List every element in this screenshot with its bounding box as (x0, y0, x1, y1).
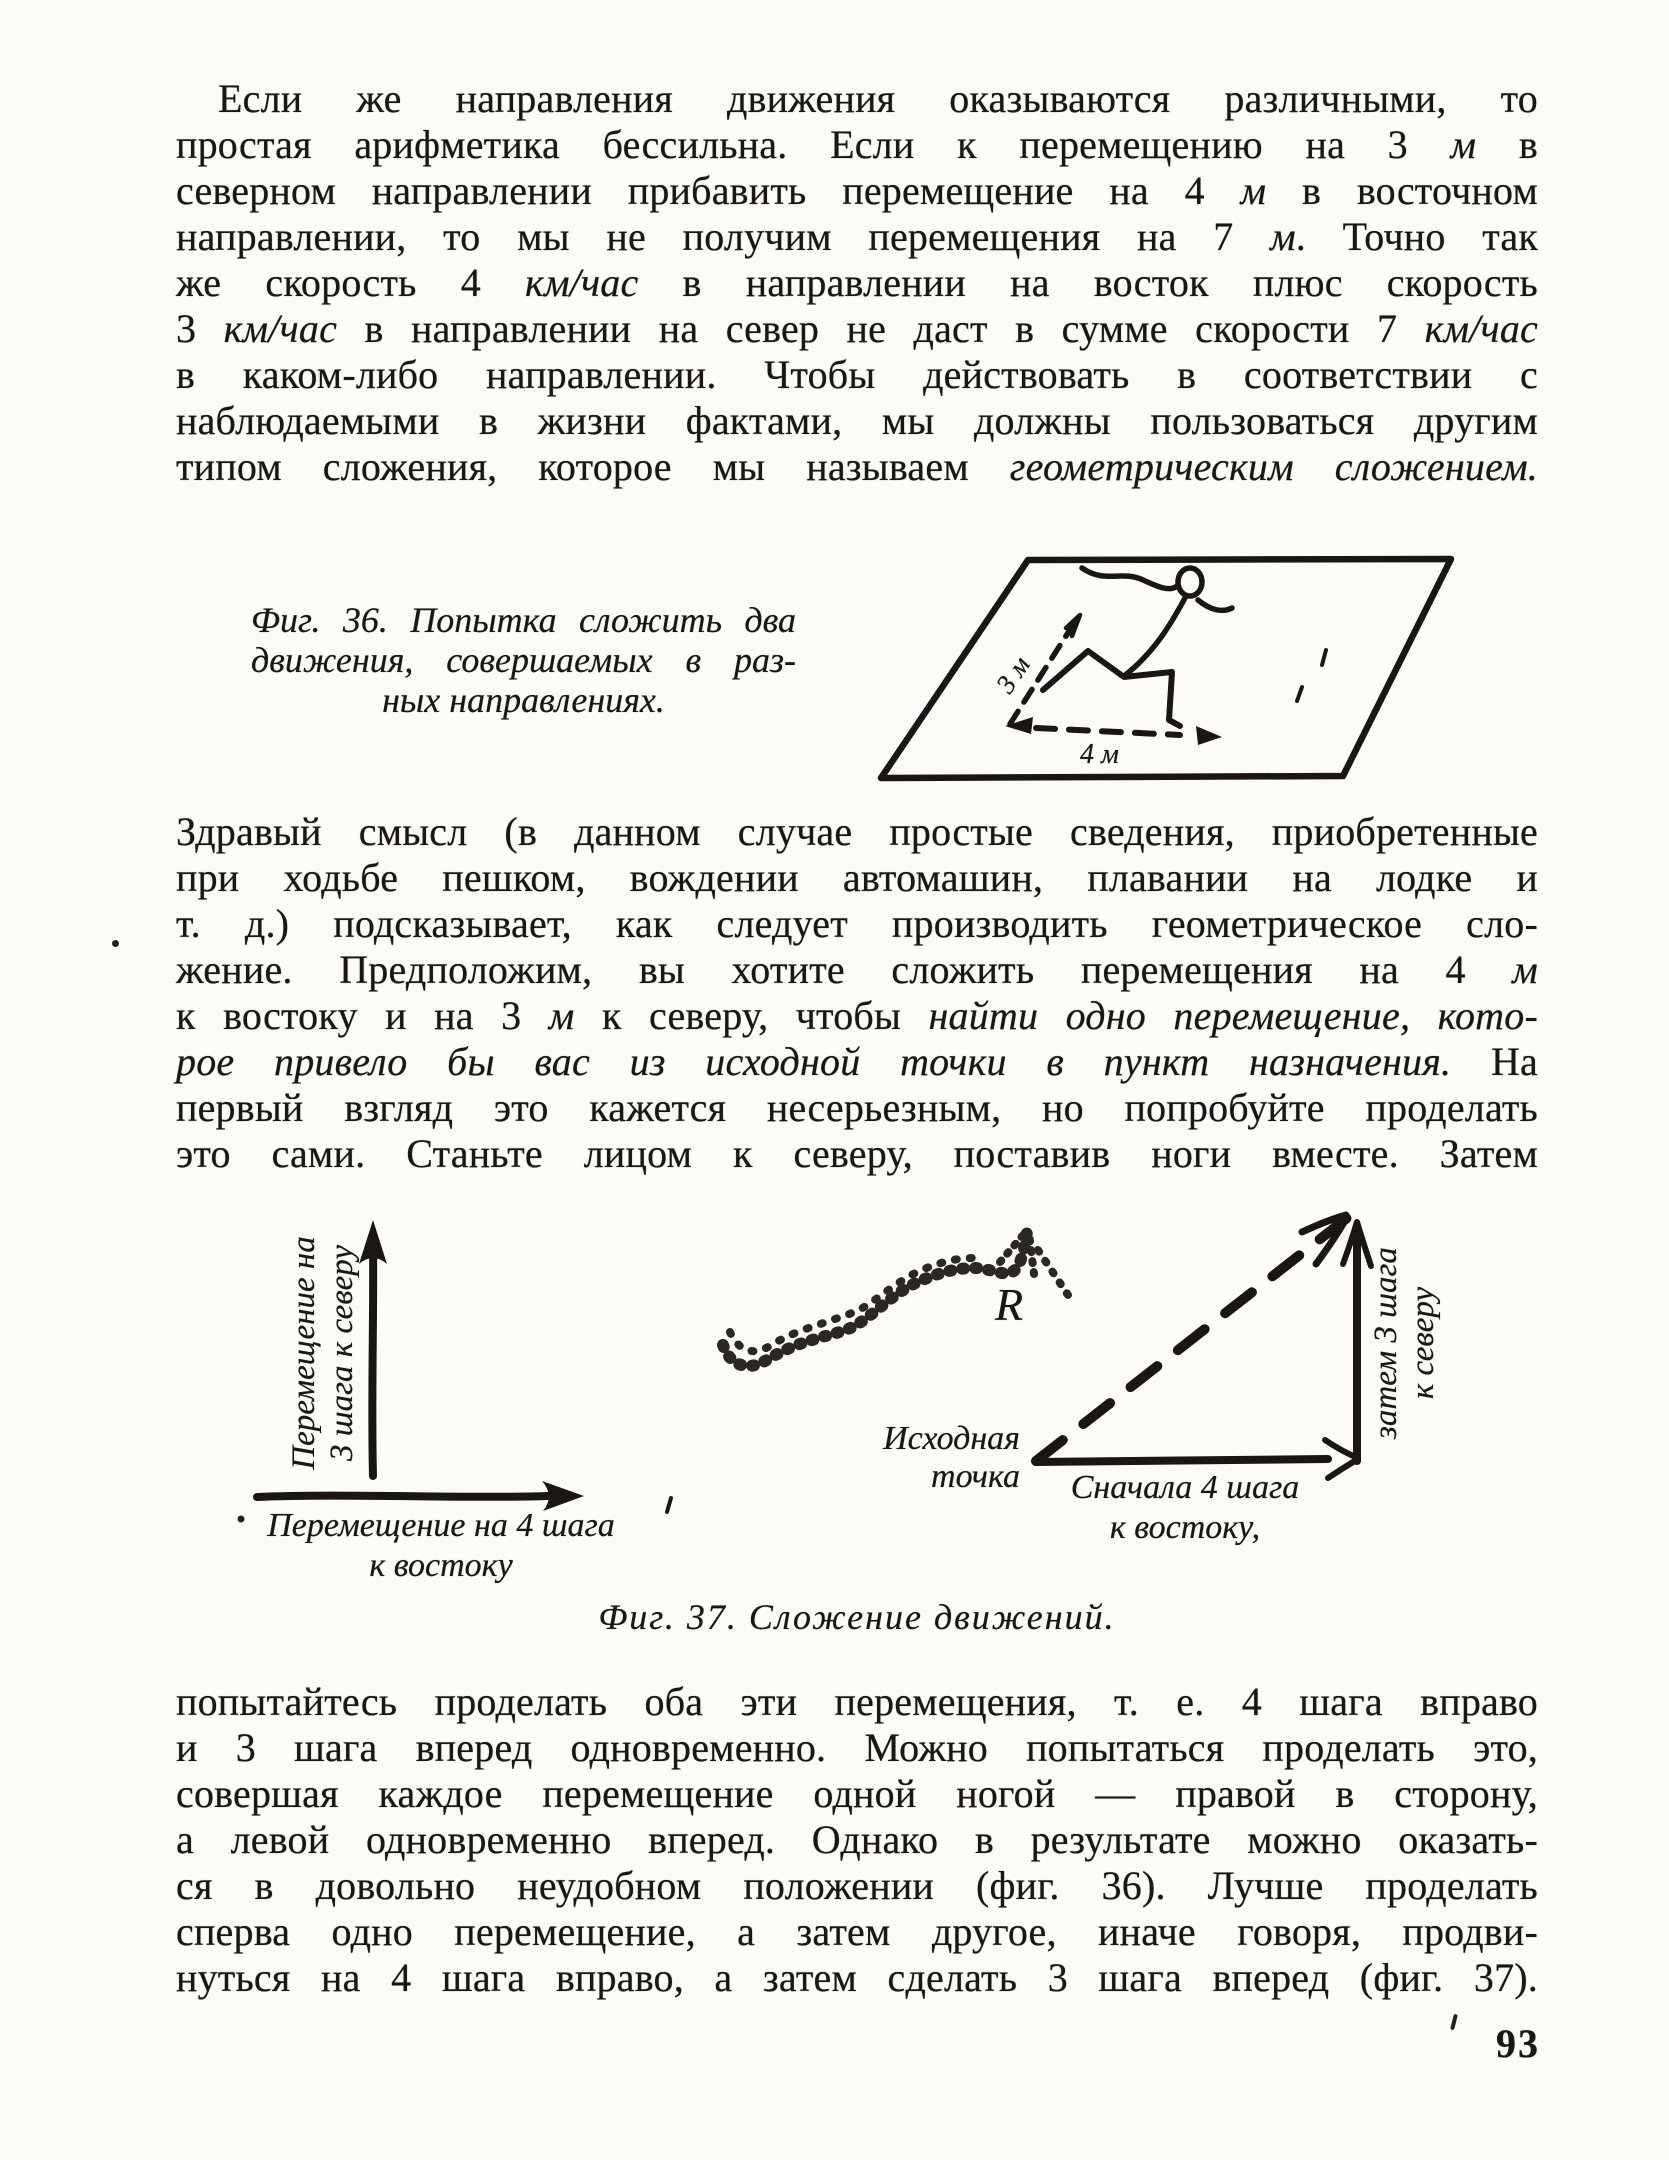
text-line: к востоку, (1109, 1509, 1261, 1546)
text-line: Сначала 4 шага (1070, 1469, 1300, 1506)
paragraph-bottom (176, 1679, 1538, 2001)
page-number: 93 (1496, 2021, 1540, 2066)
text-line: рое привело бы вас из исходной точки в пункт назначения. На (176, 1039, 1538, 1084)
text-line: точка (931, 1458, 1020, 1495)
text-line: движения, совершаемых в раз- (251, 640, 796, 680)
north-axis-arrow (359, 1220, 387, 1476)
text-line: нуться на 4 шага вправо, а затем сделать 3 шага вперед (фиг. 37). (176, 1955, 1538, 2000)
label-east-displacement (221, 1506, 661, 1586)
text-line: совершая каждое перемещение одной ногой — правой в сторону, (176, 1771, 1538, 1816)
label-resultant-r: R (995, 1279, 1024, 1330)
text-line: простая арифметика бессильна. Если к перемещению на 3 м в (176, 122, 1539, 167)
scan-speck (1450, 2014, 1458, 2030)
text-line: ся в довольно неудобном положении (фиг. 36). Лучше проделать (176, 1863, 1538, 1908)
text-line: к востоку (369, 1547, 513, 1584)
text-line: а левой одновременно вперед. Однако в результате можно оказать- (176, 1817, 1538, 1862)
text-line: т. д.) подсказывает, как следует производить геометрическое сло- (176, 901, 1538, 946)
text-line: направлении, то мы не получим перемещения на 7 м. Точно так (176, 214, 1538, 259)
text-line: первый взгляд это кажется несерьезным, но попробуйте проделать (176, 1085, 1538, 1130)
scan-speck (112, 940, 119, 947)
plane-outline (881, 559, 1451, 778)
text-line: к северу (1405, 1286, 1441, 1400)
text-line: жение. Предположим, вы хотите сложить перемещения на 4 м (176, 947, 1538, 992)
text-line: в каком-либо направлении. Чтобы действовать в соответствии с (176, 352, 1538, 397)
scan-speck (667, 1498, 671, 1512)
paragraph-top (176, 76, 1538, 490)
label-north-displacement (285, 1223, 361, 1483)
text-line: наблюдаемыми в жизни фактами, мы должны пользоваться другим (176, 398, 1538, 443)
text-line: и 3 шага вперед одновременно. Можно попытаться проделать это, (176, 1725, 1538, 1770)
figure-36-caption (251, 600, 796, 720)
text-line: Исходная (883, 1420, 1020, 1457)
paragraph-middle (176, 809, 1538, 1177)
label-then-3-steps (1368, 1223, 1442, 1463)
text-line: при ходьбе пешком, вождении автомашин, плавании на лодке и (176, 855, 1538, 900)
text-line: ных направлениях. (382, 680, 665, 720)
text-line: 3 км/час в направлении на север не даст в сумме скорости 7 км/час (176, 306, 1538, 351)
figure-36-drawing (860, 520, 1560, 820)
scan-speck (1297, 650, 1326, 701)
text-line: типом сложения, которое мы называем геометрическим сложением. (176, 444, 1538, 489)
text-line: к востоку и на 3 м к северу, чтобы найти одно перемещение, кото- (176, 993, 1538, 1038)
north-step-arrow (1343, 1222, 1371, 1461)
stick-figure (1043, 568, 1232, 726)
label-3m: 3 м (989, 650, 1036, 699)
label-first-4-steps (985, 1468, 1385, 1548)
text-line: Перемещение на (286, 1236, 322, 1470)
text-line: 3 шага к северу (324, 1245, 360, 1462)
figure-37-caption: Фиг. 37. Сложение движений. (598, 1597, 1116, 1637)
text-line: попытайтесь проделать оба эти перемещения, т. е. 4 шага вправо (176, 1679, 1538, 1724)
text-line: Если же направления движения оказываются различными, то (218, 76, 1538, 121)
text-line: Перемещение на 4 шага (267, 1507, 615, 1544)
text-line: северном направлении прибавить перемещение на 4 м в восточном (176, 168, 1538, 213)
text-line: затем 3 шага (1368, 1247, 1404, 1439)
resultant-vector-arrow (1036, 1215, 1347, 1461)
text-line: Фиг. 36. Попытка сложить два (251, 600, 796, 640)
text-line: Здравый смысл (в данном случае простые сведения, приобретенные (176, 809, 1538, 854)
text-line: сперва одно перемещение, а затем другое, иначе говоря, продви- (176, 1909, 1538, 1954)
label-4m: 4 м (1080, 739, 1119, 770)
text-line: же скорость 4 км/час в направлении на восток плюс скорость (176, 260, 1538, 305)
text-line: это сами. Станьте лицом к северу, поставив ноги вместе. Затем (176, 1131, 1538, 1176)
